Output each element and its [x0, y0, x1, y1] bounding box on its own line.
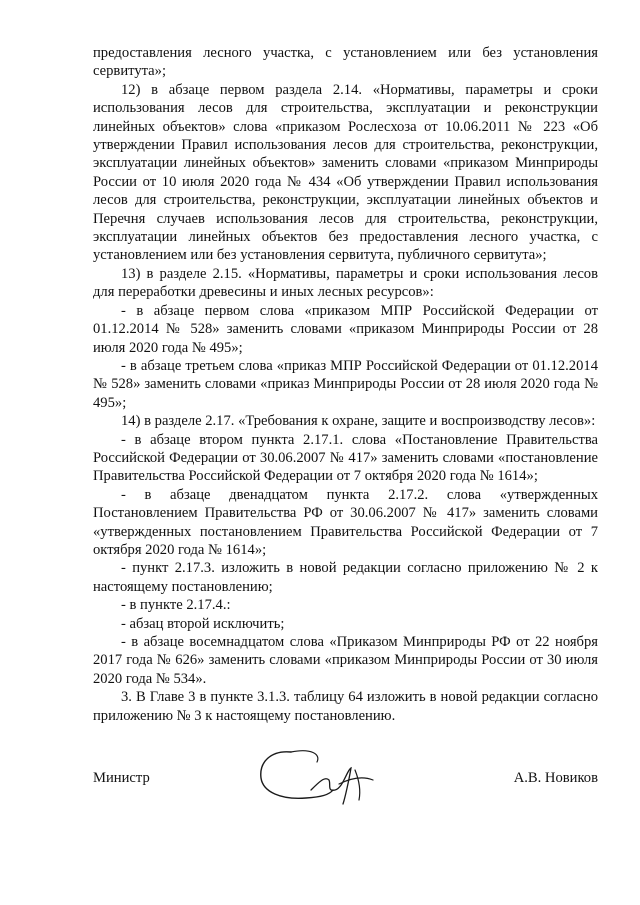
paragraph: 14) в разделе 2.17. «Требования к охране, защите и воспроизводству лесов»:	[121, 413, 596, 430]
paragraph: - в абзаце первом слова «приказом МПР Российской Федерации от 01.12.2014 № 528» заменить словами «приказом Минприроды России от 28 июля 2020 года № 495»;	[93, 302, 598, 356]
paragraph: - пункт 2.17.3. изложить в новой редакции согласно приложению № 2 к настоящему постановлению;	[93, 560, 598, 595]
paragraph: - в абзаце восемнадцатом слова «Приказом Минприроды РФ от 22 ноября 2017 года № 626» заменить словами «приказом Минприроды России от 30 июля 2020 года № 534».	[93, 634, 598, 687]
paragraph: 3. В Главе 3 в пункте 3.1.3. таблицу 64 изложить в новой редакции согласно приложению № 3 к настоящему постановлению.	[93, 689, 598, 724]
paragraph: - в пункте 2.17.4.:	[121, 597, 231, 614]
handwritten-signature	[251, 740, 381, 820]
signatory-title: Министр	[93, 770, 150, 786]
paragraph: предоставления лесного участка, с установлением или без установления сервитута»;	[93, 45, 598, 80]
paragraph: - в абзаце двенадцатом пункта 2.17.2. слова «утвержденных Постановлением Правительства РФ от 30.06.2007 № 417» заменить словами «утвержденных постановлением Правительства Российской Федерации от 7 октября 2020 года № 1614»;	[93, 486, 598, 558]
paragraph: - в абзаце втором пункта 2.17.1. слова «Постановление Правительства Российской Федерации от 30.06.2007 № 417» заменить словами «постановление Правительства Российской Федерации от 7 октября 2020 года № 1614»;	[93, 431, 598, 485]
paragraph: 12) в абзаце первом раздела 2.14. «Нормативы, параметры и сроки использования лесов для строительства, эксплуатации и реконструкции линейных объектов» слова «приказом Рослесхоза от 10.06.2011 № 223 «Об утверждении Правил использования лесов для строительства, реконструкции, эксплуатации линейных объектов» заменить словами «приказом Минприроды России от 10 июля 2020 года № 434 «Об утверждении Правил использования лесов для строительства, реконструкции, эксплуатации линейных объектов и Перечня случаев использования лесов для строительства, реконструкции, эксплуатации линейных объектов без предоставления лесного участка, с установлением или без установления сервитута, публичного сервитута»;	[93, 81, 598, 264]
paragraph: - в абзаце третьем слова «приказ МПР Российской Федерации от 01.12.2014 № 528» заменить словами «приказ Минприроды России от 28 июля 2020 года № 495»;	[93, 357, 598, 411]
paragraph: 13) в разделе 2.15. «Нормативы, параметры и сроки использования лесов для переработки древесины и иных лесных ресурсов»:	[93, 265, 598, 301]
paragraph: - абзац второй исключить;	[121, 615, 285, 632]
signatory-name: А.В. Новиков	[513, 770, 598, 786]
document-body	[93, 44, 598, 725]
signature-block	[93, 762, 598, 832]
